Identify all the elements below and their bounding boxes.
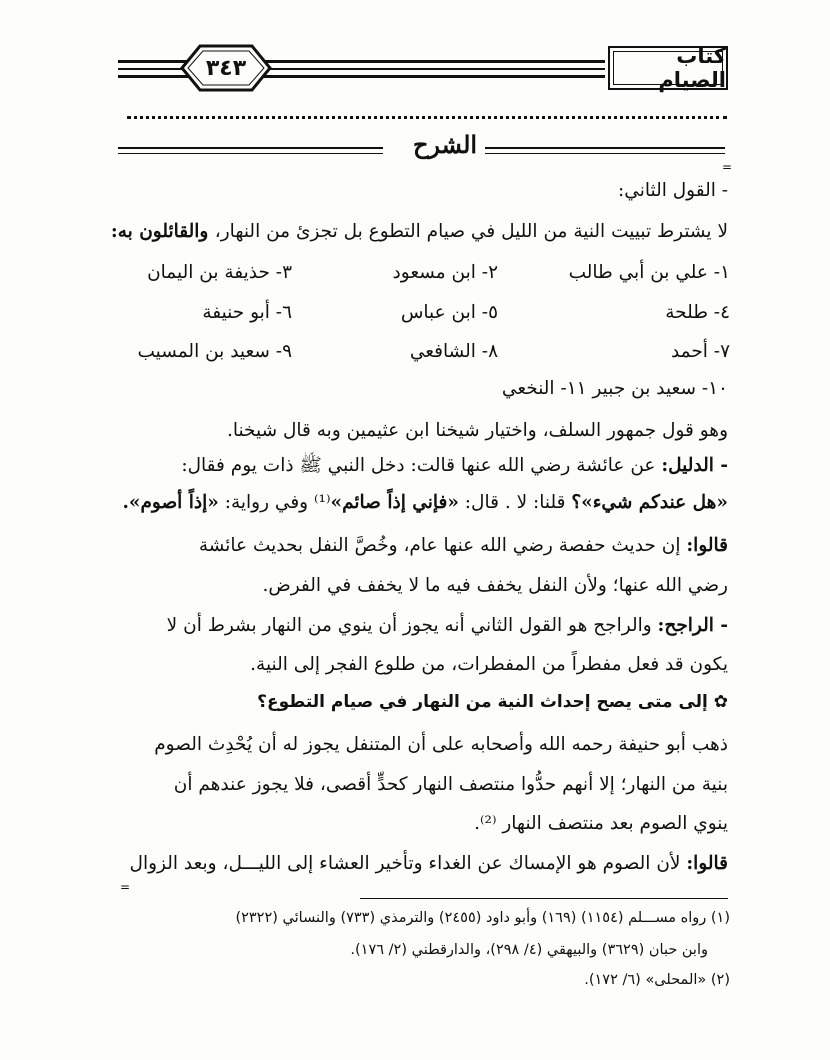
bold-text: «إذاً أصوم». bbox=[122, 492, 219, 513]
footnote-1-cont: وابن حبان (٣٦٢٩) والبيهقي (٤/ ٢٩٨)، والدارقطني (٢/ ١٧٦). bbox=[350, 942, 708, 958]
section-rule-right-a bbox=[485, 147, 725, 149]
bold-text: - الدليل: bbox=[661, 455, 728, 476]
footnote-1: (١) رواه مســـلم (١١٥٤) (١٦٩) وأبو داود (٢٤٥٥) والترمذي (٧٣٣) والنسائي (٢٣٢٢) bbox=[235, 910, 730, 926]
list-item: ٨- الشافعي bbox=[409, 341, 498, 362]
question-text: إلى متى يصح إحداث النية من النهار في صيام التطوع؟ bbox=[257, 692, 708, 712]
list-item: ١- علي بن أبي طالب bbox=[568, 262, 730, 283]
bold-text: «فإني إذاً صائم» bbox=[330, 492, 459, 513]
text: لأن الصوم هو الإمساك عن الغداء وتأخير العشاء إلى الليـــل، وبعد الزوال bbox=[129, 853, 687, 874]
bold-text: قالوا: bbox=[686, 535, 728, 556]
list-item: ٣- حذيفة بن اليمان bbox=[147, 262, 292, 283]
text: والراجح هو القول الثاني أنه يجوز أن ينوي من النهار بشرط أن لا bbox=[166, 615, 658, 636]
dotted-separator bbox=[127, 116, 727, 119]
list-item: ٥- ابن عباس bbox=[400, 302, 498, 323]
footnote-2: (٢) «المحلى» (٦/ ١٧٢). bbox=[584, 972, 730, 988]
para-majority: وهو قول جمهور السلف، واختيار شيخنا ابن عثيمين وبه قال شيخنا. bbox=[226, 420, 728, 441]
margin-mark: = bbox=[120, 880, 131, 894]
list-item: ٦- أبو حنيفة bbox=[202, 302, 292, 323]
text: إن حديث حفصة رضي الله عنها عام، وخُصَّ النفل بحديث عائشة bbox=[198, 535, 687, 556]
list-item: ٧- أحمد bbox=[670, 341, 730, 362]
para-abu-hanifa: ذهب أبو حنيفة رحمه الله وأصحابه على أن المتنفل يجوز له أن يُحْدِث الصوم bbox=[154, 734, 728, 755]
bold-text: «هل عندكم شيء»؟ bbox=[571, 492, 728, 513]
para-second-opinion: - القول الثاني: bbox=[618, 180, 728, 201]
para-evidence bbox=[118, 455, 728, 481]
margin-mark: = bbox=[722, 160, 733, 174]
para-they-said bbox=[118, 535, 728, 556]
bold-text: قالوا: bbox=[686, 853, 728, 874]
text: عن عائشة رضي الله عنها قالت: دخل النبي ﷺ ذات يوم فقال: bbox=[181, 455, 662, 476]
text: قلنا: لا . قال: bbox=[458, 492, 572, 513]
para-preferred-cont: يكون قد فعل مفطراً من المفطرات، من طلوع الفجر إلى النية. bbox=[250, 654, 728, 675]
list-item: ١٠- سعيد بن جبير ١١- النخعي bbox=[501, 378, 728, 399]
chapter-title: كتاب الصيام bbox=[608, 46, 728, 90]
bold-text: - الراجح: bbox=[657, 615, 728, 636]
question-heading bbox=[118, 691, 728, 712]
section-rule-right-b bbox=[485, 153, 725, 154]
list-item: ٤- طلحة bbox=[665, 302, 730, 323]
para-they-said-cont: رضي الله عنها؛ ولأن النفل يخفف فيه ما لا يخفف في الفرض. bbox=[262, 575, 728, 596]
bold-text: والقائلون به: bbox=[110, 221, 215, 242]
para-preferred bbox=[118, 615, 728, 636]
section-rule-left-b bbox=[118, 153, 383, 154]
para-abu-hanifa-3: ينوي الصوم بعد منتصف النهار ⁽²⁾. bbox=[474, 813, 728, 834]
page-number: ٣٤٣ bbox=[205, 55, 247, 81]
para-abu-hanifa-2: بنية من النهار؛ إلا أنهم حدُّوا منتصف النهار كحدٍّ أقصى، فلا يجوز عندهم أن bbox=[173, 774, 728, 795]
flower-icon: ✿ bbox=[713, 692, 728, 712]
text: لا يشترط تبييت النية من الليل في صيام التطوع بل تجزئ من النهار، bbox=[214, 221, 728, 242]
footnote-rule bbox=[360, 898, 728, 899]
text: ⁽¹⁾ وفي رواية: bbox=[218, 492, 331, 513]
para-they-said-2 bbox=[118, 853, 728, 874]
section-rule-left-a bbox=[118, 147, 383, 149]
para-no-condition bbox=[110, 221, 728, 242]
section-title: الشرح bbox=[412, 130, 478, 159]
list-item: ٩- سعيد بن المسيب bbox=[137, 341, 292, 362]
list-item: ٢- ابن مسعود bbox=[392, 262, 498, 283]
para-hadith bbox=[118, 492, 728, 513]
